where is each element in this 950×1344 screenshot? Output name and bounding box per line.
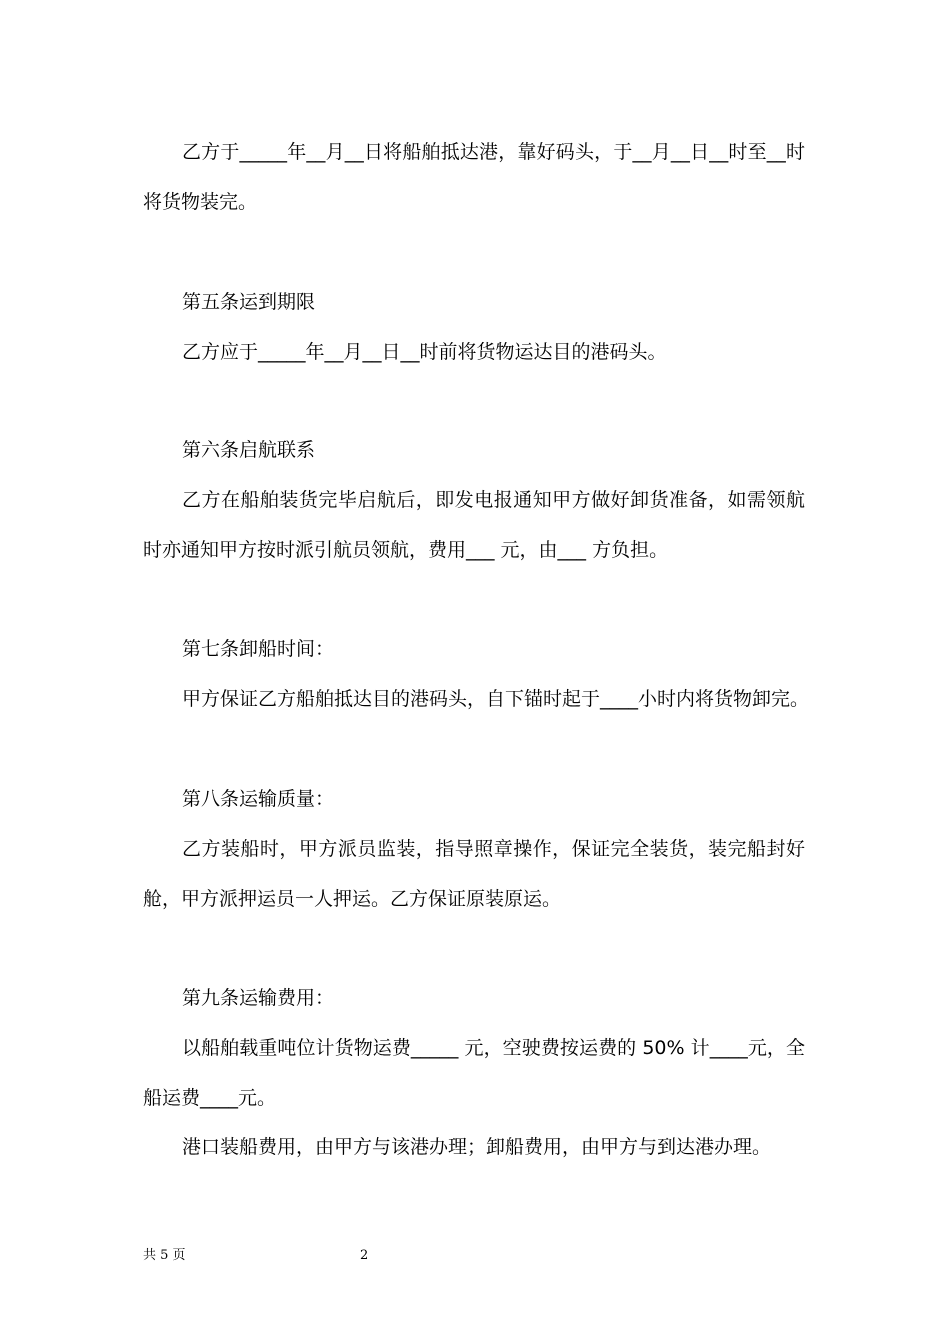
paragraph-line: 时亦通知甲方按时派引航员领航，费用___ 元，由___ 方负担。 [143, 539, 669, 561]
paragraph-line: 以船舶载重吨位计货物运费_____ 元，空驶费按运费的 50% 计____元，全 [182, 1037, 805, 1059]
paragraph-line: 乙方于_____年__月__日将船舶抵达港，靠好码头，于__月__日__时至__时 [182, 141, 805, 163]
paragraph-line: 乙方应于_____年__月__日__时前将货物运达目的港码头。 [182, 341, 667, 363]
paragraph-line: 港口装船费用，由甲方与该港办理；卸船费用，由甲方与到达港办理。 [182, 1136, 772, 1158]
footer-page-number: 2 [360, 1248, 369, 1263]
section-heading: 第七条卸船时间： [182, 638, 335, 660]
paragraph-line: 乙方装船时，甲方派员监装，指导照章操作，保证完全装货，装完船封好 [182, 838, 805, 860]
section-heading: 第五条运到期限 [182, 291, 316, 313]
paragraph-line: 甲方保证乙方船舶抵达目的港码头，自下锚时起于____小时内将货物卸完。 [182, 688, 810, 710]
paragraph-line: 乙方在船舶装货完毕启航后，即发电报通知甲方做好卸货准备，如需领航 [182, 489, 805, 511]
paragraph-line: 将货物装完。 [143, 191, 258, 213]
paragraph-line: 舱，甲方派押运员一人押运。乙方保证原装原运。 [143, 888, 562, 910]
section-heading: 第六条启航联系 [182, 439, 316, 461]
footer-total-pages: 共 5 页 [143, 1248, 186, 1263]
paragraph-line: 船运费____元。 [143, 1087, 277, 1109]
section-heading: 第八条运输质量： [182, 788, 335, 810]
section-heading: 第九条运输费用： [182, 987, 335, 1009]
